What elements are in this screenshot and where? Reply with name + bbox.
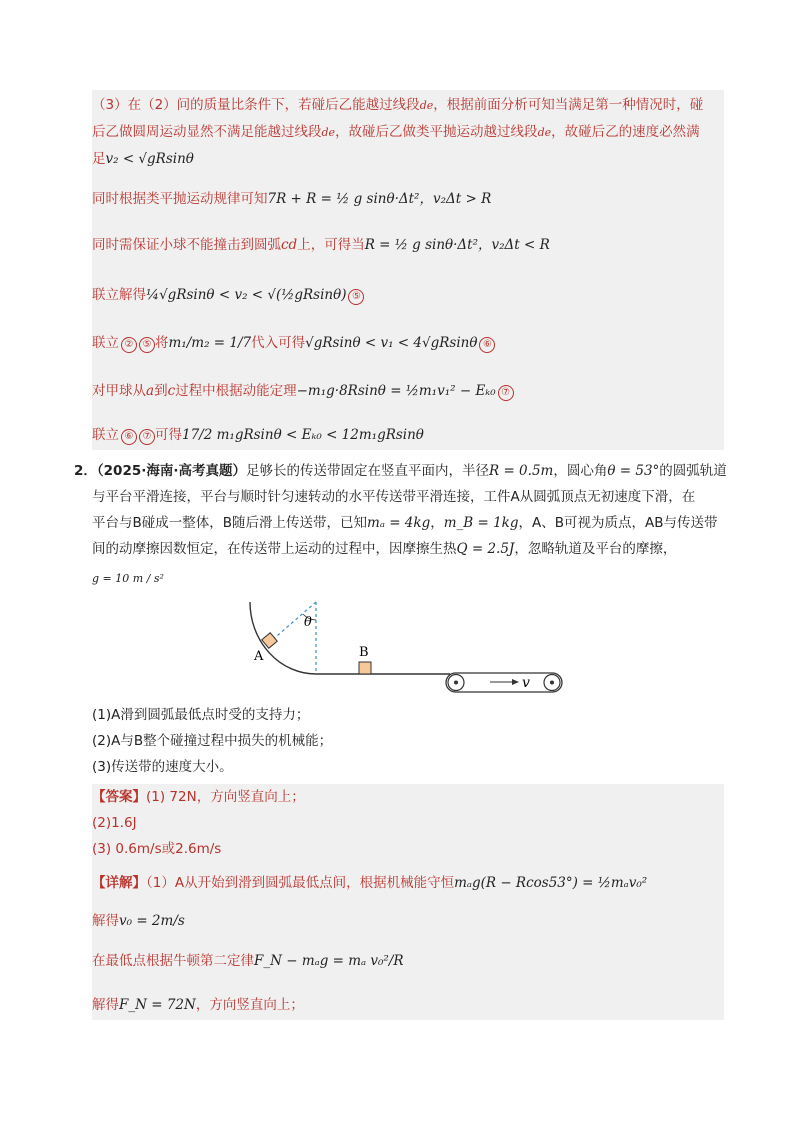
text: 同时需保证小球不能撞击到圆弧 [92,237,281,253]
question-2-line4 [92,538,724,560]
text: ，方向竖直向上； [195,997,304,1013]
text: ， [430,515,444,531]
formula: F_N = 72N [119,997,196,1013]
formula: R = 0.5m [489,463,554,479]
question-2-line5 [92,568,724,590]
text: 后乙做圆周运动显然不满足能越过线段 [92,124,322,140]
text: 联立 [92,335,119,351]
segment-de: de [321,126,336,139]
answer-label: 【答案】 [92,789,146,805]
circled-number: ⑥ [479,337,495,353]
text: 足 [92,151,106,167]
point-c: c [167,383,176,399]
text: 1.6J [111,815,137,831]
theta-label: θ [304,615,312,630]
circled-number: ⑦ [139,429,155,445]
text: 联立 [92,427,119,443]
text: 的圆弧轨道 [659,463,727,479]
physics-figure [240,598,570,702]
text: 同时根据类平抛运动规律可知 [92,191,268,207]
detail-label: 【详解】 [92,875,146,891]
segment-de: de [419,99,434,112]
text: 间的动摩擦因数恒定，在传送带上运动的过程中，因摩擦生热 [92,541,457,557]
formula: mₐg(R − Rcos53°) = ½mₐv₀² [454,875,648,891]
subquestion-2 [92,730,724,752]
formula: m_B = 1kg [443,515,519,531]
detail-line1 [92,872,724,894]
formula: v₂ < √gRsinθ [105,151,194,167]
formula: 17/2 m₁gRsinθ < Eₖ₀ < 12m₁gRsinθ [182,427,424,443]
formula: −m₁g·8Rsinθ = ½m₁v₁² − Eₖ₀ [296,383,496,399]
label-A: A [254,649,264,664]
text: 与平台平滑连接，平台与顺时针匀速转动的水平传送带平滑连接，工件A从圆弧顶点无初速度下滑，在 [92,489,696,505]
text: 联立解得 [92,287,146,303]
part3-line7 [92,332,724,354]
formula: Q = 2.5J [456,541,515,557]
subquestion-1 [92,704,724,726]
text: (3)传送带的速度大小。 [92,759,233,775]
figure-svg [240,598,570,698]
text: 对甲球从 [92,383,146,399]
detail-line3 [92,950,724,972]
part3-line1 [92,94,724,117]
formula: ¼√gRsinθ < v₂ < √(½gRsinθ) [146,287,347,303]
question-2-line3 [92,512,724,534]
text: 72N，方向竖直向上； [165,789,305,805]
left-pulley-center [454,681,458,685]
question-source: （2025·海南·高考真题） [96,463,246,479]
text: ，故碰后乙做类平抛运动越过线段 [335,124,538,140]
text: 0.6m/s或2.6m/s [111,841,222,857]
part3-line6 [92,284,724,306]
label-B: B [359,645,369,660]
circled-number: ⑤ [139,337,155,353]
formula: R = ½ g sinθ·Δt²，v₂Δt < R [364,237,550,253]
arc-cd: cd [281,237,298,253]
text: 代入可得 [251,335,306,351]
text: (2) [92,815,112,831]
formula: mₐ = 4kg [367,515,431,531]
formula: 7R + R = ½ g sinθ·Δt²，v₂Δt > R [267,191,492,207]
question-number: 2． [74,463,97,479]
text: 将 [155,335,169,351]
part3-line4 [92,188,724,210]
text: ，根据前面分析可知当满足第一种情况时，碰 [433,97,704,113]
text: （3）在（2）问的质量比条件下，若碰后乙能越过线段 [92,97,420,113]
text: 可得 [155,427,182,443]
formula: θ = 53° [607,463,660,479]
text: 平台与B碰成一整体，B随后滑上传送带，已知 [92,515,368,531]
text: ，故碰后乙的速度必然满 [551,124,700,140]
point-a: a [146,383,155,399]
text: （1）A从开始到滑到圆弧最低点间，根据机械能守恒 [146,875,455,891]
circled-number: ⑤ [348,289,364,305]
text: (2)A与B整个碰撞过程中损失的机械能； [92,733,333,749]
block-B [359,662,371,674]
answer-line3 [92,838,724,860]
detail-line2 [92,910,724,932]
subquestion-3 [92,756,724,778]
part3-line9 [92,424,724,446]
circled-number: ⑥ [121,429,137,445]
circled-number: ⑦ [498,385,514,401]
text: 在最低点根据牛顿第二定律 [92,953,254,969]
formula: g = 10 m / s² [92,572,164,585]
answer-line2 [92,812,724,834]
text: 过程中根据动能定理 [175,383,297,399]
answer-line1 [92,786,724,808]
part3-line8 [92,380,724,402]
part3-line5 [92,234,724,256]
text: 解得 [92,997,119,1013]
text: 足够长的传送带固定在竖直平面内，半径 [246,463,489,479]
part3-line3 [92,148,724,170]
formula: v₀ = 2m/s [119,913,185,929]
velocity-arrowhead [512,679,519,685]
right-pulley-center [550,681,554,685]
formula: √gRsinθ < v₁ < 4√gRsinθ [305,335,478,351]
text: ，忽略轨道及平台的摩擦， [514,541,677,557]
text: 解得 [92,913,119,929]
label-v: v [522,675,530,691]
text: 到 [154,383,168,399]
text: (1) [146,789,166,805]
segment-de: de [537,126,552,139]
detail-line4 [92,994,724,1016]
text: ，A、B可视为质点，AB与传送带 [518,515,718,531]
formula: F_N − mₐg = mₐ v₀²/R [254,953,404,969]
text: (1)A滑到圆弧最低点时受的支持力； [92,707,310,723]
text: 上，可得当 [297,237,365,253]
question-2-line1 [74,460,734,482]
text: (3) [92,841,112,857]
circled-number: ② [121,337,137,353]
question-2-line2 [92,486,724,508]
formula: m₁/m₂ = 1/7 [168,335,252,351]
text: ，圆心角 [553,463,608,479]
part3-line2 [92,121,724,144]
